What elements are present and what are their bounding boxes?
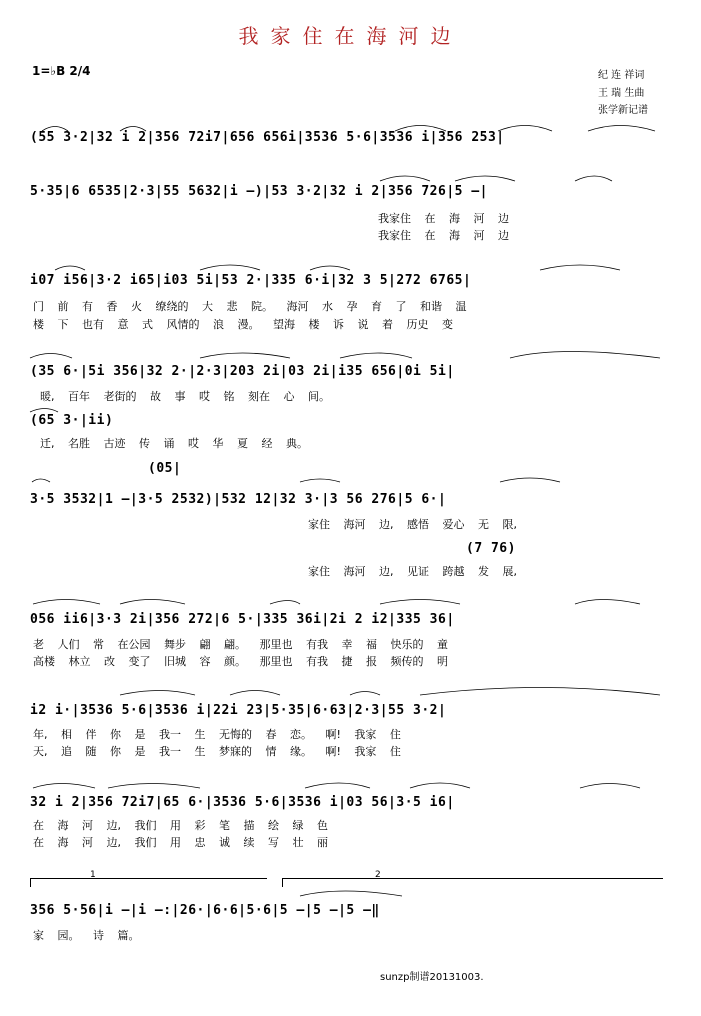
notation-line: 056 ii6|3·3 2i|356 272|6 5·|335 36i|2i 2 i2|335 36| [30,612,455,627]
lyric-line: 老 人们 常 在公园 舞步 翩 翩。 那里也 有我 幸 福 快乐的 童 [33,638,448,651]
notation-line: (55 3·2|32 i 2|356 72i7|656 656i|3536 5·6|3536 i|356 253| [30,130,505,145]
lyric-line: 在 海 河 边, 我们 用 忠 诚 续 写 壮 丽 [33,836,328,849]
lyric-line: 楼 下 也有 意 式 风情的 浪 漫。 望海 楼 诉 说 着 历史 变 [33,318,453,331]
notation-line: (7 76) [466,541,516,556]
transcriber-credit: 张学新记谱 [598,105,648,116]
score-row-8 [466,541,546,563]
notation-line: 5·35|6 6535|2·3|55 5632|i –)|53 3·2|32 i 2|356 726|5 –| [30,184,488,199]
lyric-line: 家住 海河 边, 感悟 爱心 无 限, [308,518,517,531]
score-row-9 [30,612,665,634]
lyric-line: 在 海 河 边, 我们 用 彩 笔 描 绘 绿 色 [33,819,328,832]
lyric-line: 高楼 林立 改 变了 旧城 容 颜。 那里也 有我 捷 报 频传的 明 [33,655,448,668]
lyric-line: 家住 海河 边, 见证 跨越 发 展, [308,565,517,578]
score-row-11 [30,795,665,817]
notation-line: 3·5 3532|1 –|3·5 2532)|532 12|32 3·|3 56 276|5 6·| [30,492,447,507]
notation-line: 32 i 2|356 72i7|65 6·|3536 5·6|3536 i|03 56|3·5 i6| [30,795,455,810]
score-row-5 [30,413,230,435]
notation-line: (35 6·|5i 356|32 2·|2·3|203 2i|03 2i|i35 656|0i 5i| [30,364,455,379]
composer-credit: 王 瑞 生曲 [598,88,645,99]
song-title: 我家住在海河边 [238,24,463,48]
lyric-line: 天, 追 随 你 是 我一 生 梦寐的 情 缘。 啊! 我家 住 [33,745,401,758]
lyric-line: 年, 相 伴 你 是 我一 生 无悔的 春 恋。 啊! 我家 住 [33,728,401,741]
score-row-12 [30,903,665,925]
lyric-line: 我家住 在 海 河 边 [378,229,509,242]
lyric-line: 门 前 有 香 火 缭绕的 大 悲 院。 海河 水 孕 育 了 和谐 温 [33,300,467,313]
notation-line: i2 i·|3536 5·6|3536 i|22i 23|5·35|6·63|2·3|55 3·2| [30,703,447,718]
lyric-line: 家 园。 诗 篇。 [33,929,140,942]
score-row-2 [30,184,665,206]
volta-number-first: 1 [90,870,96,880]
footer-note: sunzp制谱20131003. [380,972,484,983]
score-row-6 [148,461,208,483]
lyricist-credit: 纪 连 祥词 [598,70,645,81]
score-row-1 [30,130,665,152]
score-row-4 [30,364,665,386]
score-row-10 [30,703,665,725]
score-row-7 [30,492,665,514]
lyric-line: 我家住 在 海 河 边 [378,212,509,225]
volta-bracket-second [282,878,663,887]
notation-line: i07 i56|3·2 i65|i03 5i|53 2·|335 6·i|32 3 5|272 6765| [30,273,472,288]
key-signature: 1=♭B 2/4 [32,64,91,78]
score-row-3 [30,273,665,295]
notation-line: 356 5·56|i –|i –:|26·|6·6|5·6|5 –|5 –|5 –‖ [30,903,380,918]
volta-bracket-first [30,878,267,887]
notation-line: (05| [148,461,182,476]
volta-number-second: 2 [375,870,381,880]
lyric-line: 暖, 百年 老街的 故 事 哎 铭 刻在 心 间。 [40,390,330,403]
lyric-line: 迁, 名胜 古迹 传 诵 哎 华 夏 经 典。 [40,437,308,450]
notation-line: (65 3·|ii) [30,413,114,428]
